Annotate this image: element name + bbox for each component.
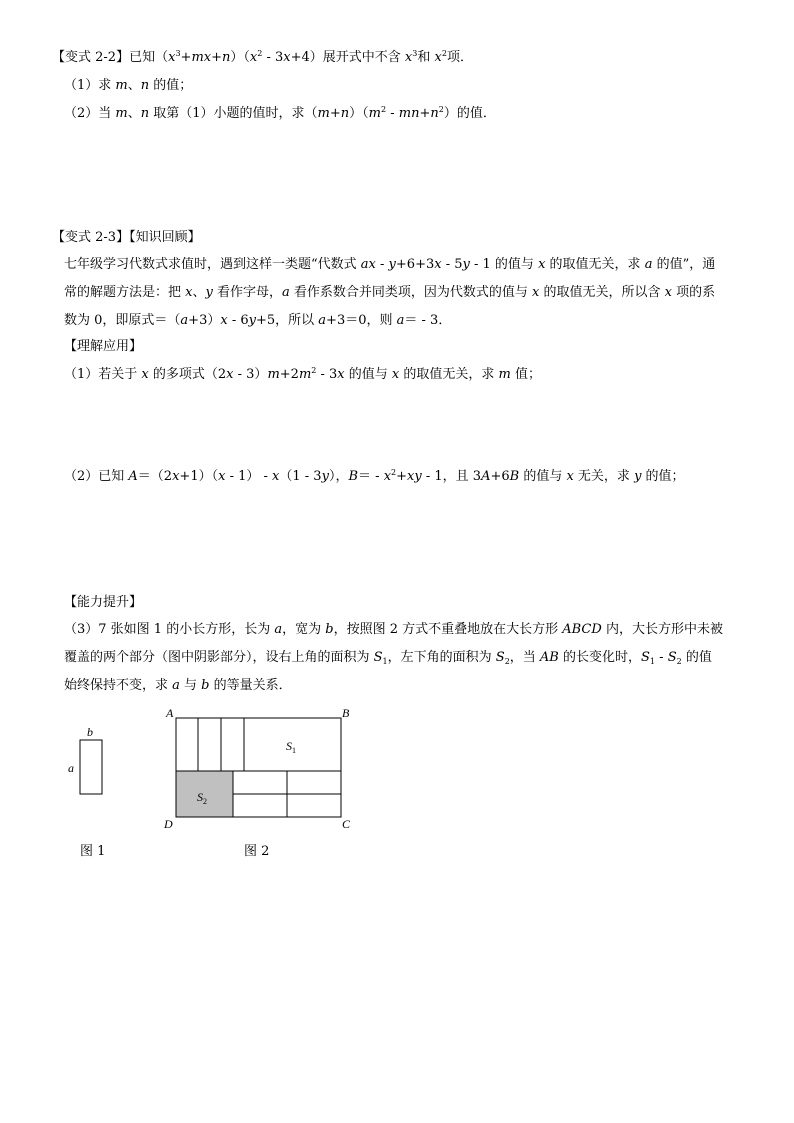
q23-para-line1: 七年级学习代数式求值时，遇到这样一类题“代数式 ax - y+6+3x - 5y - 1 的值与 x 的取值无关，求 a 的值”，通 <box>64 257 716 272</box>
q23-title: 【变式 2-3】【知识回顾】 <box>52 230 201 245</box>
small-rectangle <box>80 740 102 794</box>
q23-para-line3: 数为 0，即原式＝（a+3）x - 6y+5，所以 a+3＝0，则 a＝ - 3． <box>64 313 452 328</box>
vertex-d: D <box>164 817 173 831</box>
vertex-c: C <box>342 817 351 831</box>
q22-title: 【变式 2-2】已知$(x^3+mx+n)(x^2 - 3x+4)$展开式中不含 $x^3$和 $x^2$项． <box>52 49 473 65</box>
label-s1: $S_1$ <box>286 739 296 755</box>
figure-2 <box>160 702 360 836</box>
q23-para-line2: 常的解题方法是：把 x、y 看作字母，a 看作系数合并同类项，因为代数式的值与 x 的取值无关，所以含 x 项的系 <box>64 285 716 300</box>
q22-sub1: （1）求 m、n 的值； <box>64 78 193 93</box>
s2-shaded-region <box>176 771 233 817</box>
figure-1 <box>60 722 120 806</box>
q23-sub2: （2）已知 A＝（2x+1）（x - 1） - x（1 - 3y），$B= - x^2+xy - 1$，且 3A+6B 的值与 x 无关，求 y 的值； <box>64 468 685 484</box>
vertex-a: A <box>166 706 174 720</box>
q23-sub1: （1）若关于 x 的多项式$(2x - 3)m+2m^2 - 3x$ 的值与 x 的取值无关，求 m 值； <box>64 366 541 382</box>
q22-sub2: （2）当 m、n 取第（1）小题的值时，求$(m+n)(m^2 - mn+n^2)$的值． <box>64 105 496 121</box>
figure1-label-a: a <box>68 761 74 775</box>
label-s2: $S_2$ <box>197 790 207 806</box>
ability-heading: 【能力提升】 <box>64 595 143 610</box>
understand-heading: 【理解应用】 <box>64 339 143 354</box>
q23-sub3-line3: 始终保持不变，求 a 与 b 的等量关系． <box>64 678 292 693</box>
figure1-caption: 图 1 <box>80 844 106 859</box>
q23-sub3-line2: 覆盖的两个部分（图中阴影部分），设右上角的面积为 $S_1$，左下角的面积为 $S_2$，当 AB 的长变化时，$S_1 - S_2$ 的值 <box>64 650 712 666</box>
q23-sub3-line1: （3）7 张如图 1 的小长方形，长为 a，宽为 b，按照图 2 方式不重叠地放在大长方形 ABCD 内，大长方形中未被 <box>64 622 723 637</box>
vertex-b: B <box>342 706 350 720</box>
figure2-caption: 图 2 <box>244 844 270 859</box>
figure1-label-b: b <box>87 725 93 739</box>
